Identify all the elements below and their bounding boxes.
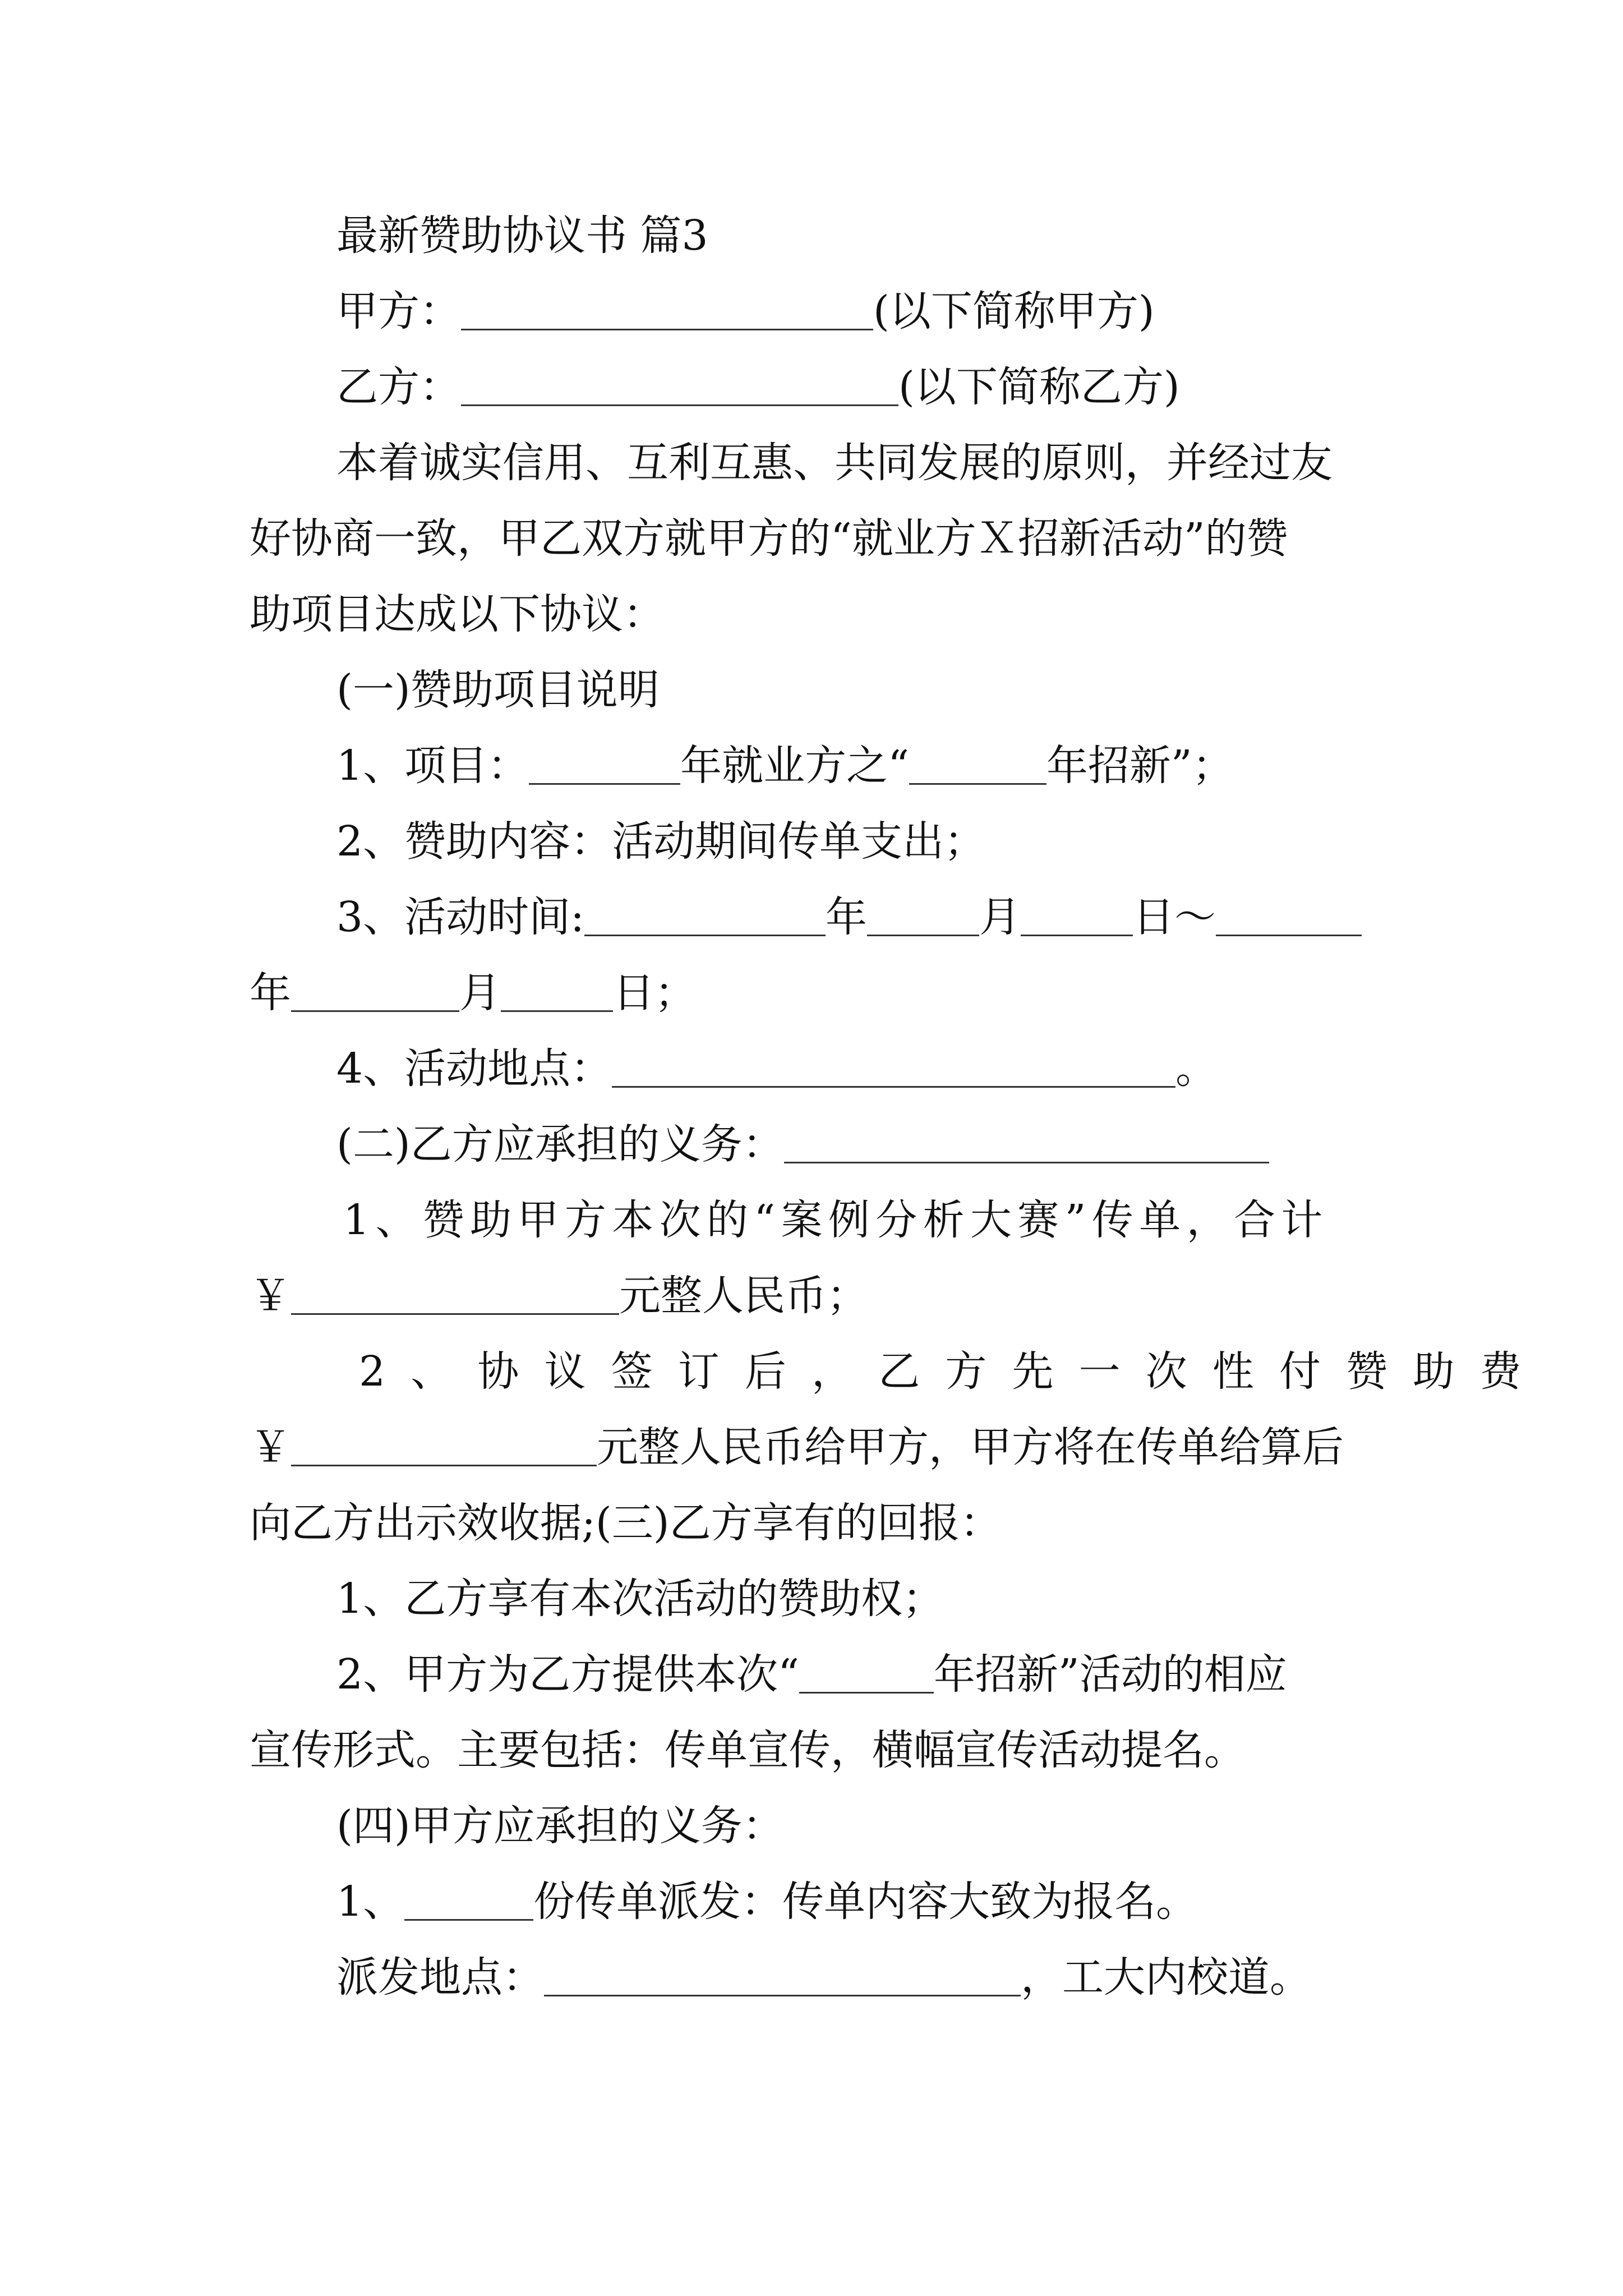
- intro-line-3: 助项目达成以下协议：: [250, 590, 665, 638]
- year-blank: [529, 744, 680, 785]
- section-2-heading: (二)乙方应承担的义务：: [336, 1114, 1475, 1175]
- distribution-location: 派发地点： ，工大内校道。: [336, 1953, 1311, 2001]
- section-4-heading: (四)甲方应承担的义务：: [336, 1802, 784, 1850]
- quantity-blank: [404, 1880, 533, 1921]
- year-blank-2: [909, 744, 1046, 785]
- section-2-item-1: 1、赞助甲方本次的“案例分析大赛”传单，合计: [343, 1196, 1329, 1244]
- amount-blank: [291, 1274, 619, 1315]
- distribution-blank: [544, 1955, 1021, 1996]
- section-1-item-2: 2、赞助内容：活动期间传单支出；: [336, 817, 986, 866]
- section-1-item-3-cont: 年 月 日；: [250, 969, 696, 1017]
- location-blank: [612, 1047, 1175, 1088]
- section-4-item-1: 1、 份传单派发：传单内容大致为报名。: [336, 1878, 1198, 1926]
- section-1-item-3: 3、活动时间: 年 月 日～: [336, 886, 1388, 948]
- section-2-item-2-line-3: 向乙方出示效收据;(三)乙方享有的回报：: [250, 1499, 1002, 1547]
- section-2-item-2: 2、协议签订后，乙方先一次性付赞助费: [359, 1347, 1547, 1396]
- section-3-item-2: 2、甲方为乙方提供本次“ 年招新”活动的相应: [336, 1650, 1287, 1699]
- document-title: 最新赞助协议书 篇3: [336, 211, 708, 260]
- party-b-blank: [461, 365, 898, 406]
- section-3-item-2-cont: 宣传形式。主要包括：传单宣传，横幅宣传活动提名。: [250, 1726, 1246, 1774]
- fee-blank: [291, 1425, 597, 1466]
- party-a-line: 甲方： (以下简称甲方): [336, 287, 1155, 335]
- section-1-heading: (一)赞助项目说明: [336, 666, 660, 714]
- party-a-blank: [461, 289, 873, 330]
- intro-line-1: 本着诚实信用、互利互惠、共同发展的原则，并经过友: [336, 439, 1332, 487]
- intro-line-2: 好协商一致，甲乙双方就甲方的“就业方Ｘ招新活动”的赞: [250, 514, 1288, 563]
- section-2-item-1-cont: ￥ 元整人民币；: [250, 1272, 868, 1320]
- section-1-item-4: 4、活动地点： 。: [336, 1045, 1218, 1093]
- section-1-item-1: 1、项目： 年就业方之“ 年招新”；: [336, 742, 1234, 790]
- section-3-item-1: 1、乙方享有本次活动的赞助权；: [336, 1575, 944, 1623]
- section-2-item-2-cont: ￥ 元整人民币给甲方，甲方将在传单给算后: [250, 1423, 1344, 1471]
- party-b-line: 乙方： (以下简称乙方): [336, 363, 1180, 411]
